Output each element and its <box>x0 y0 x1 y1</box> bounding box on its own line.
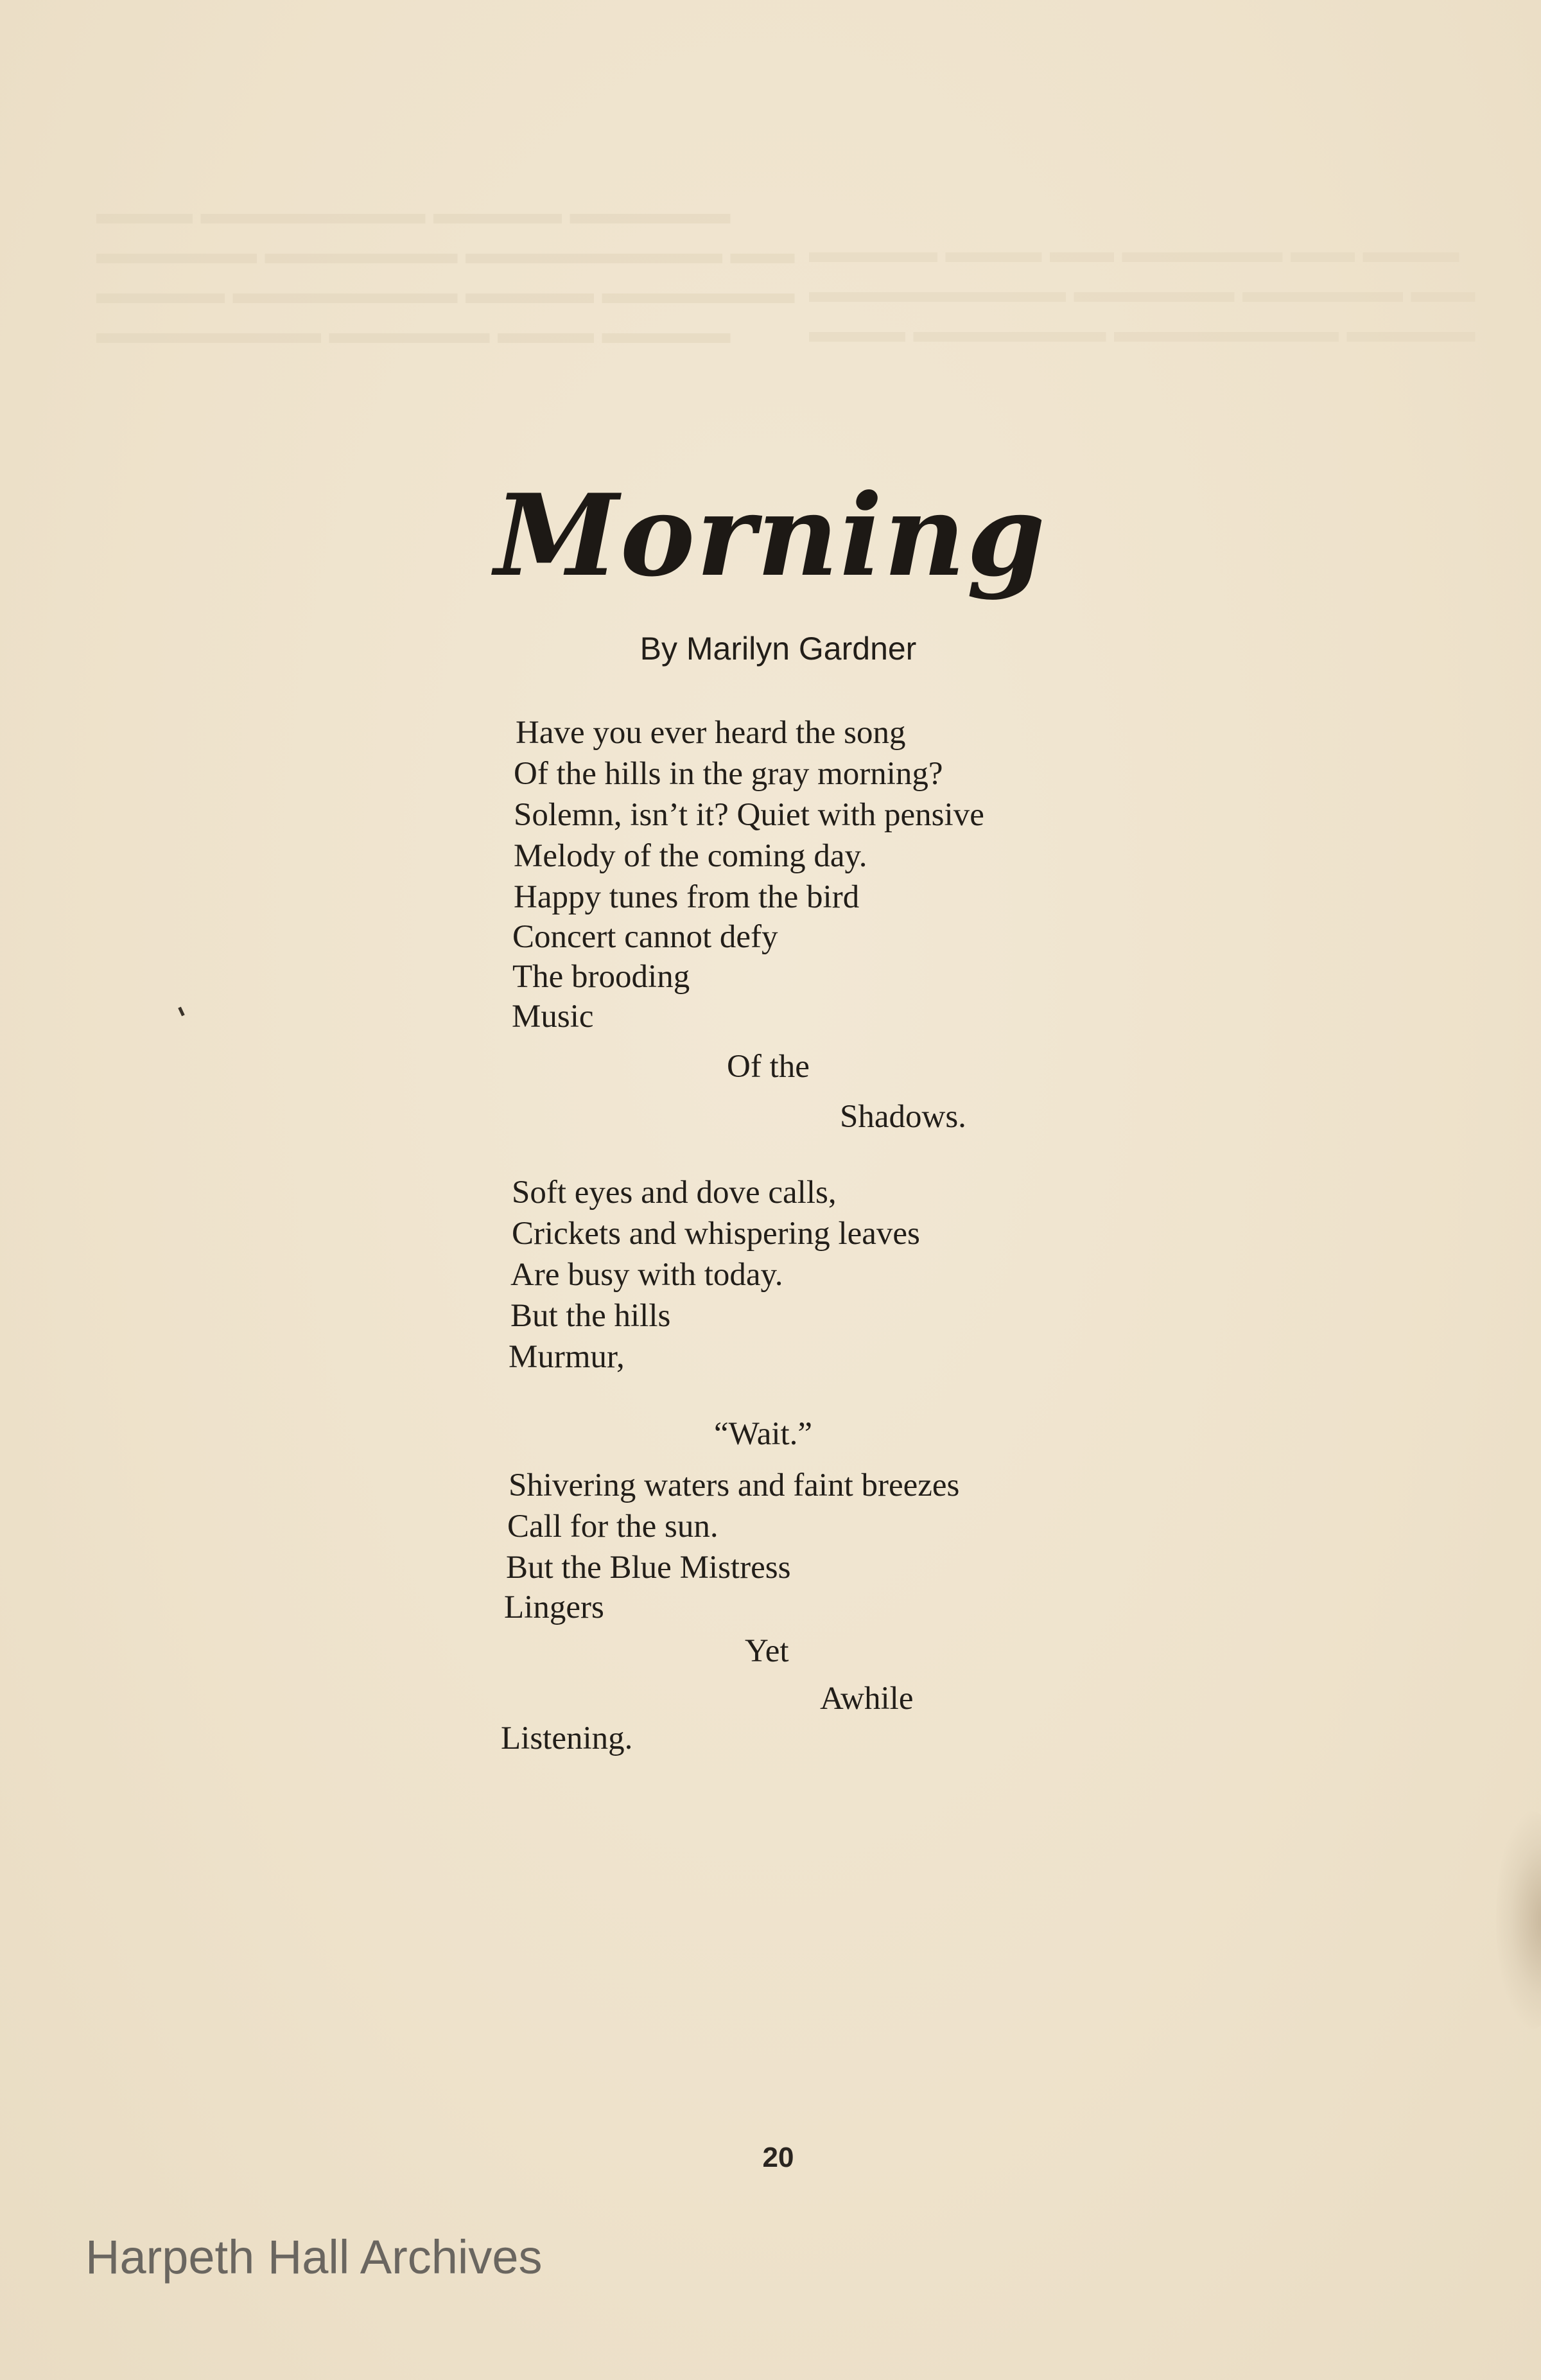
page-edge-shadow <box>1496 1811 1541 2029</box>
ink-speck <box>178 1007 184 1017</box>
poem-line: Music <box>512 999 594 1035</box>
show-through-text-left: ▬▬▬ ▬▬▬▬▬▬▬ ▬▬▬▬ ▬▬▬▬▬ ▬▬▬▬▬ ▬▬▬▬▬▬ ▬▬▬▬▬▬▬▬ ▬▬ ▬▬▬▬ ▬▬▬▬▬▬▬ ▬▬▬▬ ▬▬▬▬▬▬ ▬▬▬▬▬▬▬ ▬▬▬▬▬ ▬▬▬ ▬▬▬▬ <box>96 195 795 350</box>
poem-line: Shadows. <box>840 1099 966 1135</box>
poem-line: Of the <box>727 1049 810 1085</box>
poem-line: Concert cannot defy <box>512 919 778 955</box>
poem-title: Morning <box>494 470 1047 602</box>
poem-line: Murmur, <box>509 1339 625 1375</box>
poem-line: Call for the sun. <box>507 1509 718 1544</box>
poem-byline: By Marilyn Gardner <box>640 631 917 667</box>
poem-line: “Wait.” <box>714 1416 813 1452</box>
show-through-text-right: ▬▬▬▬ ▬▬▬ ▬▬ ▬▬▬▬▬ ▬▬ ▬▬▬ ▬▬▬▬▬▬▬▬ ▬▬▬▬▬ ▬▬▬▬▬ ▬▬ ▬▬▬ ▬▬▬▬▬▬ ▬▬▬▬▬▬▬ ▬▬▬▬ <box>809 233 1476 349</box>
archive-watermark: Harpeth Hall Archives <box>85 2230 543 2284</box>
poem-line: But the Blue Mistress <box>506 1550 791 1586</box>
poem-line: Solemn, isn’t it? Quiet with pensive <box>514 797 984 833</box>
page-number: 20 <box>762 2142 794 2173</box>
poem-line: Yet <box>745 1633 789 1669</box>
poem-line: Listening. <box>501 1720 633 1756</box>
poem-line: Soft eyes and dove calls, <box>512 1175 837 1211</box>
poem-line: Crickets and whispering leaves <box>512 1216 920 1252</box>
poem-line: Of the hills in the gray morning? <box>514 756 943 792</box>
poem-line: But the hills <box>510 1298 671 1334</box>
poem-line: Melody of the coming day. <box>514 838 867 874</box>
poem-line: Have you ever heard the song <box>516 715 906 751</box>
poem-line: Shivering waters and faint breezes <box>509 1467 960 1503</box>
poem-line: Lingers <box>504 1589 604 1625</box>
poem-line: Awhile <box>820 1681 914 1717</box>
poem-line: Happy tunes from the bird <box>514 879 860 915</box>
poem-line: The brooding <box>512 959 690 995</box>
poem-line: Are busy with today. <box>510 1257 783 1293</box>
